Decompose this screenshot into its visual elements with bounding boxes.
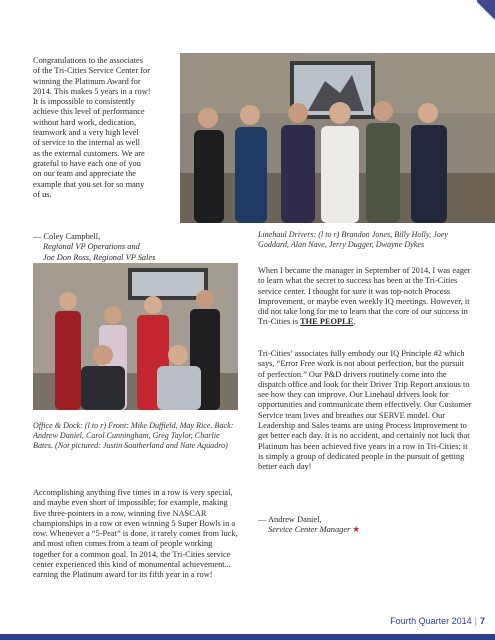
manager-title: Service Center Manager xyxy=(268,525,351,535)
manager-paragraph-2: Tri-Cities’ associates fully embody our IQ Principle #2 which says, “Error Free work is not about perfection, but the pursuit of perfection.” Our P&D drivers routinely come into the dispatch office and look for their Driver Trip Report anxious to see how they can improve. Our Linehaul drivers look for opportunities and communicate them effectively. Our Customer Service team lives and breathes our SERVE model. Our Leadership and Sales teams are using Process Improvement to get better each day. It is no accident, and certainly not luck that Platinum has been achieved five years in a row in Tri-Cities; it is simply a group of dedicated people in the pursuit of getting better each day! xyxy=(258,349,472,472)
office-caption: Office & Dock: (l to r) Front: Mike Duffield, May Rice. Back: Andrew Daniel, Carol Cunningham, Greg Taylor, Charlie Bates. (Not pictured: Justin Southerland and Nate Aquadro) xyxy=(33,421,234,450)
the-people-emphasis: THE PEOPLE xyxy=(300,317,354,327)
page-number: 7 xyxy=(479,616,485,626)
intro-line: on our team and appreciate the xyxy=(33,169,137,179)
intro-signature-block xyxy=(33,232,203,263)
intro-line: as the external customers. We are xyxy=(33,148,145,158)
manager-signature: — Andrew Daniel, xyxy=(258,515,322,524)
intro-line: achieve this level of performance xyxy=(33,107,145,117)
intro-line: without hard work, dedication, xyxy=(33,117,137,127)
footer-separator: | xyxy=(474,616,477,626)
page-footer xyxy=(390,616,485,626)
intro-line: of the Tri-Cities Service Center for xyxy=(33,66,150,76)
star-icon: ★ xyxy=(352,525,360,535)
intro-line: 2014. This makes 5 years in a row! xyxy=(33,86,151,96)
page-corner-decoration xyxy=(477,0,495,22)
intro-title-line: Regional VP Operations and xyxy=(43,242,140,252)
linehaul-caption: Linehaul Drivers: (l to r) Brandon Jones, Billy Holly, Joey Goddard, Alan Nave, Jerry Dugger, Dwayne Dykes xyxy=(258,230,448,249)
intro-title-line: Joe Don Ross, Regional VP Sales xyxy=(43,252,156,262)
issue-label: Fourth Quarter 2014 xyxy=(390,616,472,626)
manager-signature-block xyxy=(258,515,473,536)
manager-paragraph-1: When I became the manager in September of 2014, I was eager to learn what the secret to success has been at the Tri-Cities service center. I thought for sure it was top-notch Process Improvement, or maybe even weekly IQ meetings. However, it did not take long for me to learn that the core of our success in Tri-Cities is THE PEOPLE. xyxy=(258,266,471,327)
bottom-rule xyxy=(0,634,495,640)
intro-line: winning the Platinum Award for xyxy=(33,76,141,86)
linehaul-drivers-photo xyxy=(180,53,495,223)
manager-title-line xyxy=(258,525,473,535)
intro-line: of service to the internal as well xyxy=(33,138,140,148)
intro-line: example that you set for so many xyxy=(33,179,145,189)
fivepeat-paragraph: Accomplishing anything five times in a row is very special, and maybe even short of impossible; for example, making five three-pointers in a row, winning five NASCAR championships in a row or even winning 5 Super Bowls in a row. Whenever a “5-Peat” is done, it rarely comes from luck, and most often comes from a team of people working together for a common goal. In 2014, the Tri-Cities service center experienced this kind of monumental achievement... earning the Platinum award for its fifth year in a row! xyxy=(33,488,238,580)
intro-line: grateful to have each one of you xyxy=(33,158,141,168)
intro-line: teamwork and a very high level xyxy=(33,128,139,138)
intro-line: It is impossible to consistently xyxy=(33,97,135,107)
manager-text: When I became the manager in September of 2014, I was eager to learn what the secret to success has been at the Tri-Cities service center. I thought for sure it was top-notch Process Improvement, or maybe even weekly IQ meetings. However, it did not take long for me to learn that the core of our success in Tri-Cities is xyxy=(258,266,471,327)
intro-paragraph xyxy=(33,56,183,200)
intro-line: Congratulations to the associates xyxy=(33,56,144,65)
intro-signature: — Coley Campbell, xyxy=(33,232,101,241)
office-dock-photo xyxy=(33,263,238,410)
intro-line: of us. xyxy=(33,189,52,199)
